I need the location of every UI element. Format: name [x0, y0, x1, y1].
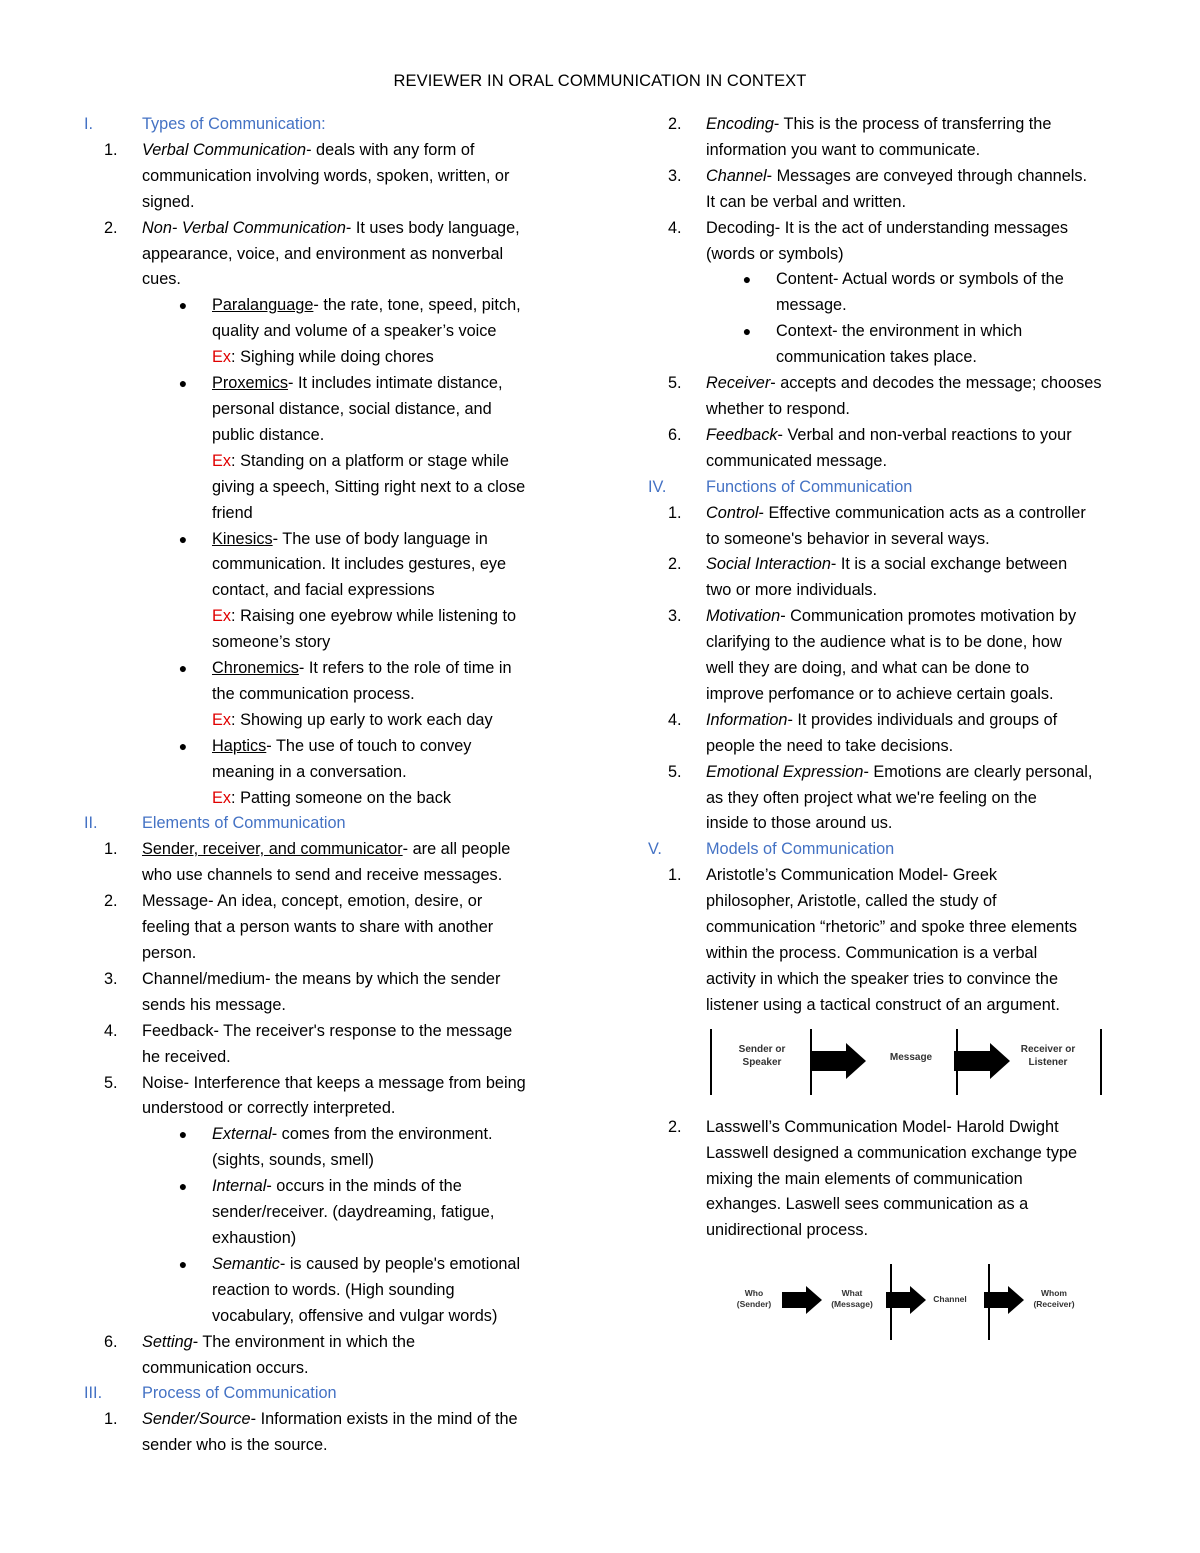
bullet-text: reaction to words. (High sounding: [212, 1280, 455, 1299]
list-number: 4.: [668, 710, 682, 729]
example-label: Ex: [212, 607, 232, 626]
example-line: [60, 786, 580, 812]
bullet-icon: ●: [178, 660, 188, 677]
bullet-text: communication takes place.: [776, 348, 977, 367]
list-text: - The environment in which the: [192, 1332, 416, 1351]
bullet-text: vocabulary, offensive and vulgar words): [212, 1306, 498, 1325]
list-item: 2. Non- Verbal Communication- It uses body language,: [104, 218, 520, 237]
list-number: 3.: [668, 607, 682, 626]
diagram-message-label: Message: [889, 1051, 933, 1063]
list-text: Feedback- The receiver's response to the message: [142, 1021, 513, 1040]
bullet-text: personal distance, social distance, and: [212, 399, 492, 418]
list-number: 1.: [104, 840, 118, 859]
bullet-text: communication. It includes gestures, eye: [212, 555, 507, 574]
list-term: Encoding: [706, 115, 774, 133]
example-colon: :: [231, 710, 241, 729]
list-text: understood or correctly interpreted.: [142, 1099, 396, 1118]
bullet-item: [60, 734, 580, 760]
list-item-continued: [624, 811, 1144, 837]
list-term: Emotional Expression: [706, 762, 864, 781]
list-item-continued: [624, 578, 1144, 604]
list-text: communication “rhetoric” and spoke three elements: [706, 918, 1078, 937]
example-text: Raising one eyebrow while listening to: [240, 607, 517, 626]
list-text: - are all people: [402, 840, 511, 859]
list-text: Aristotle’s Communication Model- Greek: [706, 866, 998, 885]
list-item-continued: appearance, voice, and environment as nonverbal: [142, 244, 504, 263]
bullet-term: Chronemics: [212, 659, 299, 678]
list-text: he received.: [142, 1047, 231, 1066]
list-text: - This is the process of transferring the: [773, 115, 1052, 133]
example-line: [60, 708, 580, 734]
bullet-text: - The use of touch to convey: [266, 736, 472, 755]
list-text: unidirectional process.: [706, 1221, 868, 1240]
example-colon: :: [231, 607, 241, 626]
list-text: - Information exists in the mind of the: [250, 1410, 518, 1429]
diagram-what-label: What (Message): [831, 1288, 873, 1310]
example-label: Ex: [212, 788, 232, 807]
bullet-continued: [624, 345, 1144, 371]
bullet-icon: ●: [178, 375, 188, 392]
list-item-continued: [624, 190, 1144, 216]
list-number: 1.: [104, 1410, 118, 1429]
diagram-who-label: Who (Sender): [736, 1288, 772, 1310]
bullet-term: External: [212, 1125, 272, 1144]
list-item: [624, 423, 1144, 449]
bullet-term: Proxemics: [212, 374, 288, 393]
list-item-continued: [624, 1192, 1144, 1218]
arrow-right-icon: [782, 1286, 822, 1314]
bullet-item: [60, 371, 580, 397]
list-text: - Messages are conveyed through channels.: [766, 166, 1088, 185]
example-colon: :: [231, 348, 241, 367]
example-colon: :: [231, 788, 241, 807]
list-item-continued: [60, 993, 580, 1019]
list-text: improve perfomance or to achieve certain goals.: [706, 684, 1054, 703]
example-line: [60, 604, 580, 630]
list-number: 6.: [668, 425, 682, 444]
list-term: Feedback: [706, 425, 778, 444]
models-list-item-1: [624, 863, 1144, 1018]
list-item: [624, 216, 1144, 242]
list-text: people the need to take decisions.: [706, 736, 954, 755]
example-text: giving a speech, Sitting right next to a close: [212, 477, 526, 496]
list-item: [624, 760, 1144, 786]
list-text: inside to those around us.: [706, 814, 893, 833]
section-heading: IV. Functions of Communication: [648, 477, 913, 496]
list-item: [624, 371, 1144, 397]
elements-list: [60, 837, 580, 1122]
example-line: [60, 449, 580, 475]
bullet-text: message.: [776, 296, 847, 315]
list-text: activity in which the speaker tries to convince the: [706, 969, 1059, 988]
list-item-continued: cues.: [142, 270, 181, 289]
list-item-continued: [60, 941, 580, 967]
list-text: as they often project what we're feeling on the: [706, 788, 1037, 807]
diagram-whom-label: Whom (Receiver): [1033, 1288, 1075, 1310]
list-text: whether to respond.: [706, 399, 850, 418]
list-number: 3.: [104, 969, 118, 988]
bullet-continued: [624, 293, 1144, 319]
list-item: [624, 863, 1144, 889]
example-text: Standing on a platform or stage while: [240, 451, 509, 470]
list-number: 4.: [104, 1021, 118, 1040]
diagram-channel-label: Channel: [933, 1294, 967, 1305]
list-number: 1.: [668, 503, 682, 522]
process-list-item-1: [60, 1407, 580, 1459]
bullet-continued: [60, 423, 580, 449]
bullet-item: [60, 527, 580, 553]
list-number: 6.: [104, 1332, 118, 1351]
list-text: listener using a tactical construct of an argument.: [706, 995, 1060, 1014]
list-item-continued: signed.: [142, 192, 195, 211]
list-number: 1.: [668, 866, 682, 885]
diagram-divider: [710, 1029, 712, 1095]
bullet-continued: [60, 397, 580, 423]
list-item: [624, 604, 1144, 630]
example-text: Patting someone on the back: [240, 788, 451, 807]
list-item-continued: [624, 397, 1144, 423]
bullet-text: exhaustion): [212, 1228, 297, 1247]
list-item-continued: [60, 915, 580, 941]
list-text: who use channels to send and receive messages.: [142, 866, 503, 885]
bullet-term: Paralanguage: [212, 296, 314, 315]
list-item: [60, 1071, 580, 1097]
list-text: Decoding- It is the act of understanding messages: [706, 218, 1069, 237]
list-number: 2.: [668, 115, 682, 133]
bullet-item: [624, 267, 1144, 293]
bullet-text: - It includes intimate distance,: [288, 374, 503, 393]
list-item: [624, 501, 1144, 527]
list-text: communication occurs.: [142, 1358, 309, 1377]
bullet-term: Haptics: [212, 736, 267, 755]
noise-bullet-list: [60, 1122, 580, 1329]
list-item-continued: [624, 682, 1144, 708]
list-term: Sender, receiver, and communicator: [142, 840, 403, 859]
list-item: [624, 112, 1144, 138]
bullet-term: Kinesics: [212, 529, 273, 548]
list-text: within the process. Communication is a verbal: [706, 944, 1038, 962]
list-text: exhanges. Laswell sees communication as a: [706, 1195, 1029, 1214]
list-text: communicated message.: [706, 451, 887, 470]
list-item-continued: [624, 734, 1144, 760]
list-number: 4.: [668, 218, 682, 237]
list-term: Control: [706, 503, 759, 522]
bullet-continued: [60, 552, 580, 578]
bullet-item: [60, 1252, 580, 1278]
list-item-continued: [624, 1218, 1144, 1244]
list-number: 2.: [104, 892, 118, 911]
example-line: [60, 630, 580, 656]
example-text: friend: [212, 503, 253, 522]
arrow-right-icon: [954, 1043, 1010, 1079]
bullet-text: - is caused by people's emotional: [279, 1254, 521, 1273]
arrow-right-icon: [810, 1043, 866, 1079]
list-text: to someone's behavior in several ways.: [706, 529, 990, 548]
list-item-continued: [60, 1356, 580, 1382]
list-item-continued: [624, 889, 1144, 915]
bullet-text: meaning in a conversation.: [212, 762, 407, 781]
functions-list: [624, 501, 1144, 838]
section-heading: III. Process of Communication: [84, 1384, 337, 1403]
list-text: Noise- Interference that keeps a message from being: [142, 1073, 526, 1092]
list-text: Channel/medium- the means by which the sender: [142, 969, 501, 988]
list-item: [624, 552, 1144, 578]
list-number: 3.: [668, 166, 682, 185]
list-item-continued: [60, 1045, 580, 1071]
bullet-icon: ●: [742, 323, 752, 340]
list-item-continued: communication involving words, spoken, written, or: [142, 166, 510, 185]
list-term: Channel: [706, 166, 767, 185]
list-item-continued: [624, 915, 1144, 941]
list-text: Message- An idea, concept, emotion, desire, or: [142, 892, 483, 911]
list-term: Receiver: [706, 374, 771, 393]
bullet-icon: ●: [178, 1126, 188, 1143]
list-text: - Communication promotes motivation by: [780, 607, 1077, 626]
list-text: sends his message.: [142, 995, 286, 1014]
list-text: philosopher, Aristotle, called the study of: [706, 892, 997, 911]
elements-list-item-6: [60, 1330, 580, 1382]
list-item: [624, 164, 1144, 190]
diagram-receiver-label: Receiver or Listener: [1020, 1043, 1076, 1068]
list-item: [60, 1330, 580, 1356]
nonverbal-bullet-list: [60, 293, 580, 811]
list-term: Motivation: [706, 607, 781, 626]
list-term: Information: [706, 710, 788, 729]
list-text: well they are doing, and what can be done to: [706, 659, 1030, 678]
aristotle-model-diagram: [710, 1029, 1102, 1101]
bullet-icon: ●: [178, 530, 188, 547]
list-number: 2.: [668, 555, 682, 574]
bullet-text: - occurs in the minds of the: [266, 1177, 462, 1196]
bullet-item: [60, 293, 580, 319]
bullet-term: Semantic: [212, 1254, 280, 1273]
list-text: sender who is the source.: [142, 1436, 328, 1455]
list-item-continued: [60, 1096, 580, 1122]
list-item: [60, 1407, 580, 1433]
list-item: [60, 967, 580, 993]
left-column: [60, 112, 580, 1459]
list-item-continued: [624, 1141, 1144, 1167]
list-text: feeling that a person wants to share with another: [142, 918, 494, 937]
lasswell-model-diagram: [732, 1264, 1084, 1344]
list-number: 2.: [668, 1117, 682, 1136]
diagram-divider: [1100, 1029, 1102, 1095]
list-number: 5.: [668, 374, 682, 393]
bullet-text: public distance.: [212, 425, 325, 444]
list-text: clarifying to the audience what is to be done, how: [706, 633, 1062, 652]
diagram-sender-label: Sender or Speaker: [738, 1043, 786, 1068]
bullet-icon: ●: [742, 271, 752, 288]
example-line: [60, 475, 580, 501]
bullet-text: quality and volume of a speaker’s voice: [212, 322, 497, 341]
list-item-continued: [624, 242, 1144, 268]
list-text: It can be verbal and written.: [706, 192, 907, 211]
list-item-continued: [624, 449, 1144, 475]
bullet-continued: [60, 1200, 580, 1226]
list-text: two or more individuals.: [706, 581, 878, 600]
bullet-continued: [60, 319, 580, 345]
bullet-icon: ●: [178, 297, 188, 314]
bullet-continued: [60, 1226, 580, 1252]
list-term: Social Interaction: [706, 555, 831, 574]
example-colon: :: [231, 451, 241, 470]
list-item-continued: [624, 1167, 1144, 1193]
list-item-continued: [624, 941, 1144, 967]
bullet-continued: [60, 682, 580, 708]
bullet-term: Internal: [212, 1177, 267, 1196]
bullet-text: (sights, sounds, smell): [212, 1151, 374, 1170]
list-text: person.: [142, 944, 197, 962]
page-title: REVIEWER IN ORAL COMMUNICATION IN CONTEXT: [393, 72, 807, 90]
list-item: 1. Verbal Communication- deals with any form of: [104, 140, 475, 159]
bullet-text: - It refers to the role of time in: [298, 659, 512, 678]
list-text: - Verbal and non-verbal reactions to your: [777, 425, 1072, 444]
section-heading: II. Elements of Communication: [84, 814, 346, 833]
list-item-continued: [624, 967, 1144, 993]
bullet-icon: ●: [178, 737, 188, 754]
arrow-right-icon: [984, 1286, 1024, 1314]
list-item: [624, 1115, 1144, 1141]
bullet-text: Content- Actual words or symbols of the: [776, 270, 1064, 289]
example-text: someone’s story: [212, 633, 331, 652]
bullet-text: sender/receiver. (daydreaming, fatigue,: [212, 1203, 495, 1222]
list-item-continued: [624, 656, 1144, 682]
bullet-text: - The use of body language in: [272, 529, 488, 548]
decoding-bullet-list: [624, 267, 1144, 371]
list-item: [60, 889, 580, 915]
section-heading: V. Models of Communication: [648, 840, 895, 859]
arrow-right-icon: [886, 1286, 926, 1314]
bullet-item: [60, 1174, 580, 1200]
list-text: - It is a social exchange between: [830, 555, 1068, 574]
bullet-item: [60, 1122, 580, 1148]
bullet-text: contact, and facial expressions: [212, 581, 435, 600]
list-item: [60, 837, 580, 863]
bullet-item: [60, 656, 580, 682]
list-number: 5.: [668, 762, 682, 781]
bullet-continued: [60, 1304, 580, 1330]
list-term: Setting: [142, 1332, 193, 1351]
list-text: information you want to communicate.: [706, 140, 981, 159]
list-text: Lasswell designed a communication exchange type: [706, 1143, 1078, 1162]
list-item-continued: [60, 1433, 580, 1459]
list-item: [60, 1019, 580, 1045]
process-list: [624, 112, 1144, 267]
list-item-continued: [624, 527, 1144, 553]
list-term: Sender/Source: [142, 1410, 251, 1429]
example-line: [60, 501, 580, 527]
list-text: (words or symbols): [706, 244, 844, 263]
example-label: Ex: [212, 451, 232, 470]
list-item-continued: [624, 786, 1144, 812]
list-text: - accepts and decodes the message; chooses: [770, 374, 1102, 393]
example-text: Showing up early to work each day: [240, 710, 493, 729]
example-text: Sighing while doing chores: [240, 348, 434, 367]
bullet-continued: [60, 1148, 580, 1174]
bullet-text: the communication process.: [212, 684, 415, 703]
bullet-continued: [60, 578, 580, 604]
list-number: 5.: [104, 1073, 118, 1092]
bullet-continued: [60, 760, 580, 786]
bullet-icon: ●: [178, 1178, 188, 1195]
bullet-text: - comes from the environment.: [271, 1125, 493, 1144]
example-label: Ex: [212, 710, 232, 729]
list-item-continued: [624, 138, 1144, 164]
bullet-continued: [60, 1278, 580, 1304]
list-item-continued: [60, 863, 580, 889]
list-text: Lasswell’s Communication Model- Harold Dwight: [706, 1117, 1059, 1136]
list-text: mixing the main elements of communication: [706, 1169, 1023, 1188]
right-column: [624, 112, 1144, 1354]
bullet-text: Context- the environment in which: [776, 322, 1023, 341]
bullet-item: [624, 319, 1144, 345]
list-item-continued: [624, 993, 1144, 1019]
bullet-text: - the rate, tone, speed, pitch,: [313, 296, 521, 315]
list-text: - It provides individuals and groups of: [787, 710, 1058, 729]
bullet-icon: ●: [178, 1255, 188, 1272]
section-heading: I. Types of Communication:: [84, 115, 326, 133]
example-label: Ex: [212, 348, 232, 367]
list-text: - Effective communication acts as a controller: [758, 503, 1086, 522]
list-item: [624, 708, 1144, 734]
example-line: [60, 345, 580, 371]
models-list-item-2: [624, 1115, 1144, 1245]
list-text: - Emotions are clearly personal,: [863, 762, 1093, 781]
list-item-continued: [624, 630, 1144, 656]
process-list-continued: [624, 371, 1144, 475]
